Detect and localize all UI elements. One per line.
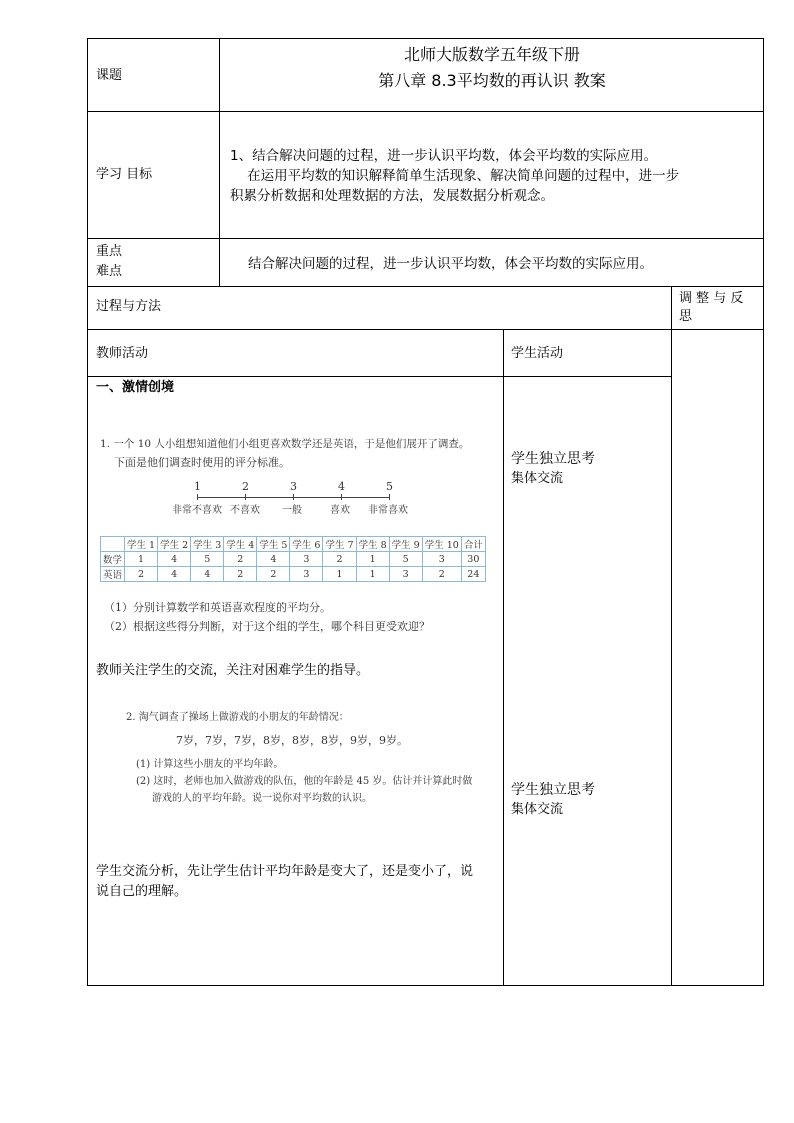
scale-number-2: 2 — [242, 480, 249, 493]
row-line-2 — [87, 238, 764, 239]
table-header-cell: 学生 5 — [257, 537, 290, 552]
scale-label-5: 非常喜欢 — [368, 505, 408, 516]
table-cell: 24 — [461, 567, 485, 582]
page-title-line1: 北师大版数学五年级下册 — [403, 45, 580, 64]
objective-line-1: 1、结合解决问题的过程，进一步认识平均数，体会平均数的实际应用。 — [230, 148, 658, 164]
table-cell: 3 — [389, 567, 422, 582]
table-header-cell: 学生 9 — [389, 537, 422, 552]
table-cell: 4 — [158, 567, 191, 582]
table-header-cell: 学生 7 — [323, 537, 356, 552]
table-cell: 2 — [422, 567, 461, 582]
table-cell: 5 — [191, 552, 224, 567]
table-cell: 英语 — [101, 567, 125, 582]
objective-line-2: 在运用平均数的知识解释简单生活现象、解决简单问题的过程中，进一步 — [230, 168, 680, 184]
scale-tick — [197, 494, 198, 500]
table-header-cell — [101, 537, 125, 552]
problem2-figure — [96, 708, 486, 808]
row-line-3 — [87, 286, 764, 287]
scale-number-1: 1 — [194, 480, 201, 493]
table-cell: 1 — [356, 552, 389, 567]
problem2-question1: (1) 计算这些小朋友的平均年龄。 — [136, 759, 284, 770]
teacher-note: 教师关注学生的交流，关注对困难学生的指导。 — [96, 663, 370, 678]
teacher-column-header: 教师活动 — [96, 346, 149, 361]
row-line-4 — [87, 329, 764, 330]
scale-number-4: 4 — [338, 480, 345, 493]
rating-scale — [96, 480, 481, 520]
problem2-ages: 7岁，7岁，7岁，8岁，8岁，8岁，9岁，9岁。 — [176, 734, 408, 747]
table-cell: 1 — [356, 567, 389, 582]
adjust-label-line1: 调 整 与 反 — [679, 291, 744, 306]
scale-label-3: 一般 — [282, 505, 302, 516]
table-cell: 5 — [389, 552, 422, 567]
table-header-cell: 学生 6 — [290, 537, 323, 552]
table-cell: 2 — [323, 552, 356, 567]
scale-number-3: 3 — [290, 480, 297, 493]
analysis-line-1: 学生交流分析，先让学生估计平均年龄是变大了，还是变小了，说 — [96, 864, 474, 879]
scale-tick — [341, 494, 342, 500]
scale-label-4: 喜欢 — [330, 505, 350, 516]
page-title-line2: 第八章 8.3平均数的再认识 教案 — [378, 71, 606, 90]
table-cell: 30 — [461, 552, 485, 567]
score-table — [100, 536, 486, 582]
table-cell: 4 — [257, 552, 290, 567]
table-cell: 2 — [257, 567, 290, 582]
table-cell: 数学 — [101, 552, 125, 567]
table-cell: 2 — [224, 567, 257, 582]
problem2-question2b: 游戏的人的平均年龄。说一说你对平均数的认识。 — [152, 793, 372, 804]
problem1-line1: 1. 一个 10 人小组想知道他们小组更喜欢数学还是英语，于是他们展开了调查。 — [100, 438, 470, 450]
key-points-label: 重点 — [96, 244, 123, 259]
objective-line-3: 积累分析数据和处理数据的方法，发展数据分析观念。 — [230, 188, 554, 204]
section-heading: 一、激情创境 — [96, 380, 175, 395]
scale-tick — [389, 494, 390, 500]
table-cell: 3 — [290, 552, 323, 567]
table-cell: 1 — [125, 552, 158, 567]
table-header-cell: 合计 — [461, 537, 485, 552]
row-line-1 — [87, 111, 764, 112]
table-header-row — [101, 537, 486, 552]
student-column-divider — [503, 329, 504, 986]
student-column-header: 学生活动 — [511, 346, 564, 361]
student-activity-1: 学生独立思考 — [511, 451, 595, 467]
process-label: 过程与方法 — [96, 299, 162, 314]
table-cell: 4 — [158, 552, 191, 567]
adjust-label-line2: 思 — [679, 309, 693, 324]
objectives-label: 学习 目标 — [96, 167, 153, 182]
table-cell: 3 — [290, 567, 323, 582]
table-cell: 1 — [323, 567, 356, 582]
table-cell: 2 — [224, 552, 257, 567]
student-activity-2: 学生独立思考 — [511, 782, 595, 798]
table-row — [101, 552, 486, 567]
scale-number-5: 5 — [386, 480, 393, 493]
row-line-5 — [87, 376, 671, 377]
table-header-cell: 学生 8 — [356, 537, 389, 552]
table-header-cell: 学生 4 — [224, 537, 257, 552]
problem2-question2a: (2) 这时，老师也加入做游戏的队伍，他的年龄是 45 岁。估计并计算此时做 — [136, 776, 473, 787]
table-header-cell: 学生 1 — [125, 537, 158, 552]
adjust-column-divider — [671, 286, 672, 986]
difficulty-label: 难点 — [96, 264, 123, 279]
problem1-question1: （1）分别计算数学和英语喜欢程度的平均分。 — [104, 601, 331, 614]
topic-label: 课题 — [96, 68, 123, 83]
table-header-cell: 学生 2 — [158, 537, 191, 552]
problem1-figure — [96, 420, 481, 645]
scale-tick — [245, 494, 246, 500]
table-cell: 3 — [422, 552, 461, 567]
table-header-cell: 学生 10 — [422, 537, 461, 552]
table-header-cell: 学生 3 — [191, 537, 224, 552]
analysis-line-2: 说自己的理解。 — [96, 884, 188, 899]
table-cell: 4 — [191, 567, 224, 582]
key-points-text: 结合解决问题的过程，进一步认识平均数，体会平均数的实际应用。 — [248, 256, 653, 272]
table-cell: 2 — [125, 567, 158, 582]
scale-tick — [293, 494, 294, 500]
problem1-line2: 下面是他们调查时使用的评分标准。 — [114, 456, 290, 469]
scale-label-2: 不喜欢 — [230, 505, 260, 516]
student-activity-2b: 集体交流 — [511, 802, 564, 817]
student-activity-1b: 集体交流 — [511, 471, 564, 486]
problem1-question2: （2）根据这些得分判断，对于这个组的学生，哪个科目更受欢迎？ — [104, 620, 430, 633]
scale-label-1: 非常不喜欢 — [172, 505, 222, 516]
table-row — [101, 567, 486, 582]
problem2-line1: 2. 淘气调查了操场上做游戏的小朋友的年龄情况： — [126, 712, 349, 723]
